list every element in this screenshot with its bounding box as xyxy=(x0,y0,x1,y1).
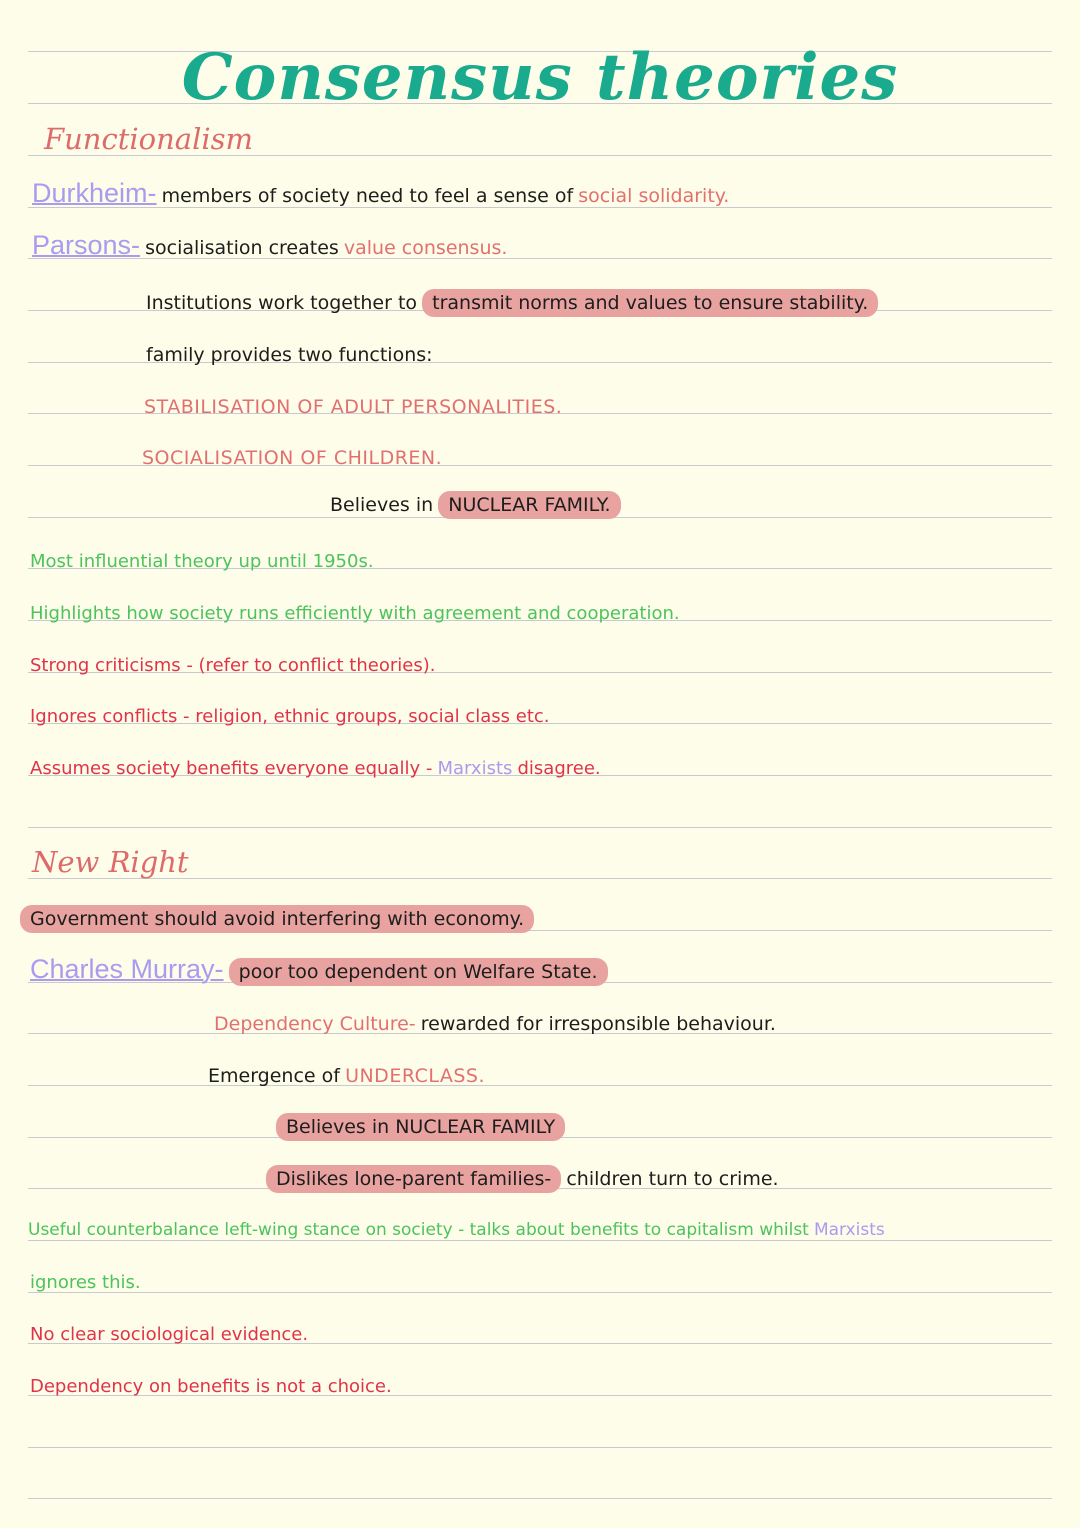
dependency-culture-term: Dependency Culture- xyxy=(214,1013,416,1035)
strength-line xyxy=(28,1222,885,1239)
assumes-line xyxy=(30,760,601,778)
function-socialisation: SOCIALISATION OF CHILDREN. xyxy=(142,447,443,469)
criticism-point: Ignores conflicts - religion, ethnic groups, social class etc. xyxy=(30,706,550,727)
function-stabilisation: STABILISATION OF ADULT PERSONALITIES. xyxy=(144,396,563,418)
value-consensus-term: value consensus. xyxy=(343,237,508,259)
page-title: Consensus theories xyxy=(181,40,899,115)
nuclear-family-highlight: NUCLEAR FAMILY. xyxy=(438,491,620,519)
government-line xyxy=(20,910,534,929)
new-right-heading: New Right xyxy=(32,845,189,879)
criticism-point: Strong criticisms - (refer to conflict theories). xyxy=(30,655,436,676)
believes-nuclear-line xyxy=(330,496,621,515)
emergence-line xyxy=(208,1067,485,1086)
disagree-text: disagree. xyxy=(517,758,601,779)
ruled-line xyxy=(28,827,1052,828)
functionalism-heading: Functionalism xyxy=(44,122,254,156)
transmit-norms-highlight: transmit norms and values to ensure stability. xyxy=(422,289,878,317)
ruled-line xyxy=(28,1292,1052,1293)
charles-murray-name: Charles Murray- xyxy=(30,954,224,984)
welfare-state-highlight: poor too dependent on Welfare State. xyxy=(229,958,608,986)
nuclear-family-highlight: Believes in NUCLEAR FAMILY xyxy=(276,1113,565,1141)
crime-text: children turn to crime. xyxy=(566,1168,779,1190)
strength-continued: ignores this. xyxy=(30,1272,141,1293)
underclass-term: UNDERCLASS. xyxy=(345,1065,486,1087)
criticism-point: Dependency on benefits is not a choice. xyxy=(30,1376,392,1397)
institutions-text: Institutions work together to xyxy=(146,292,418,314)
criticism-point: No clear sociological evidence. xyxy=(30,1324,309,1345)
believes-text: Believes in xyxy=(330,494,434,516)
assumes-text: Assumes society benefits everyone equally - xyxy=(30,758,433,779)
family-functions-text: family provides two functions: xyxy=(146,344,433,366)
dependency-culture-text: rewarded for irresponsible behaviour. xyxy=(420,1013,776,1035)
parsons-name: Parsons- xyxy=(32,230,141,260)
ruled-line xyxy=(28,1498,1052,1499)
durkheim-text: members of society need to feel a sense of xyxy=(161,185,574,207)
ruled-line xyxy=(28,207,1052,208)
strength-point: Most influential theory up until 1950s. xyxy=(30,551,374,572)
parsons-text: socialisation creates xyxy=(145,237,339,259)
believes-nuclear-line xyxy=(276,1118,565,1137)
parsons-line xyxy=(32,232,507,259)
emergence-text: Emergence of xyxy=(208,1065,340,1087)
durkheim-name: Durkheim- xyxy=(32,178,157,208)
marxists-term: Marxists xyxy=(437,758,513,779)
dislikes-line xyxy=(266,1170,779,1189)
ruled-line xyxy=(28,1085,1052,1086)
institutions-line xyxy=(146,294,878,313)
ruled-line xyxy=(28,1240,1052,1241)
counterbalance-text: Useful counterbalance left-wing stance on society - talks about benefits to capitalism whilst xyxy=(28,1220,809,1240)
ruled-line xyxy=(28,1447,1052,1448)
dependency-culture-line xyxy=(214,1015,776,1034)
social-solidarity-term: social solidarity. xyxy=(578,185,730,207)
strength-point: Highlights how society runs efficiently with agreement and cooperation. xyxy=(30,603,680,624)
government-highlight: Government should avoid interfering with economy. xyxy=(20,905,534,933)
lone-parent-highlight: Dislikes lone-parent families- xyxy=(266,1165,561,1193)
durkheim-line xyxy=(32,180,729,207)
marxists-term: Marxists xyxy=(813,1220,885,1240)
murray-line xyxy=(30,956,608,983)
